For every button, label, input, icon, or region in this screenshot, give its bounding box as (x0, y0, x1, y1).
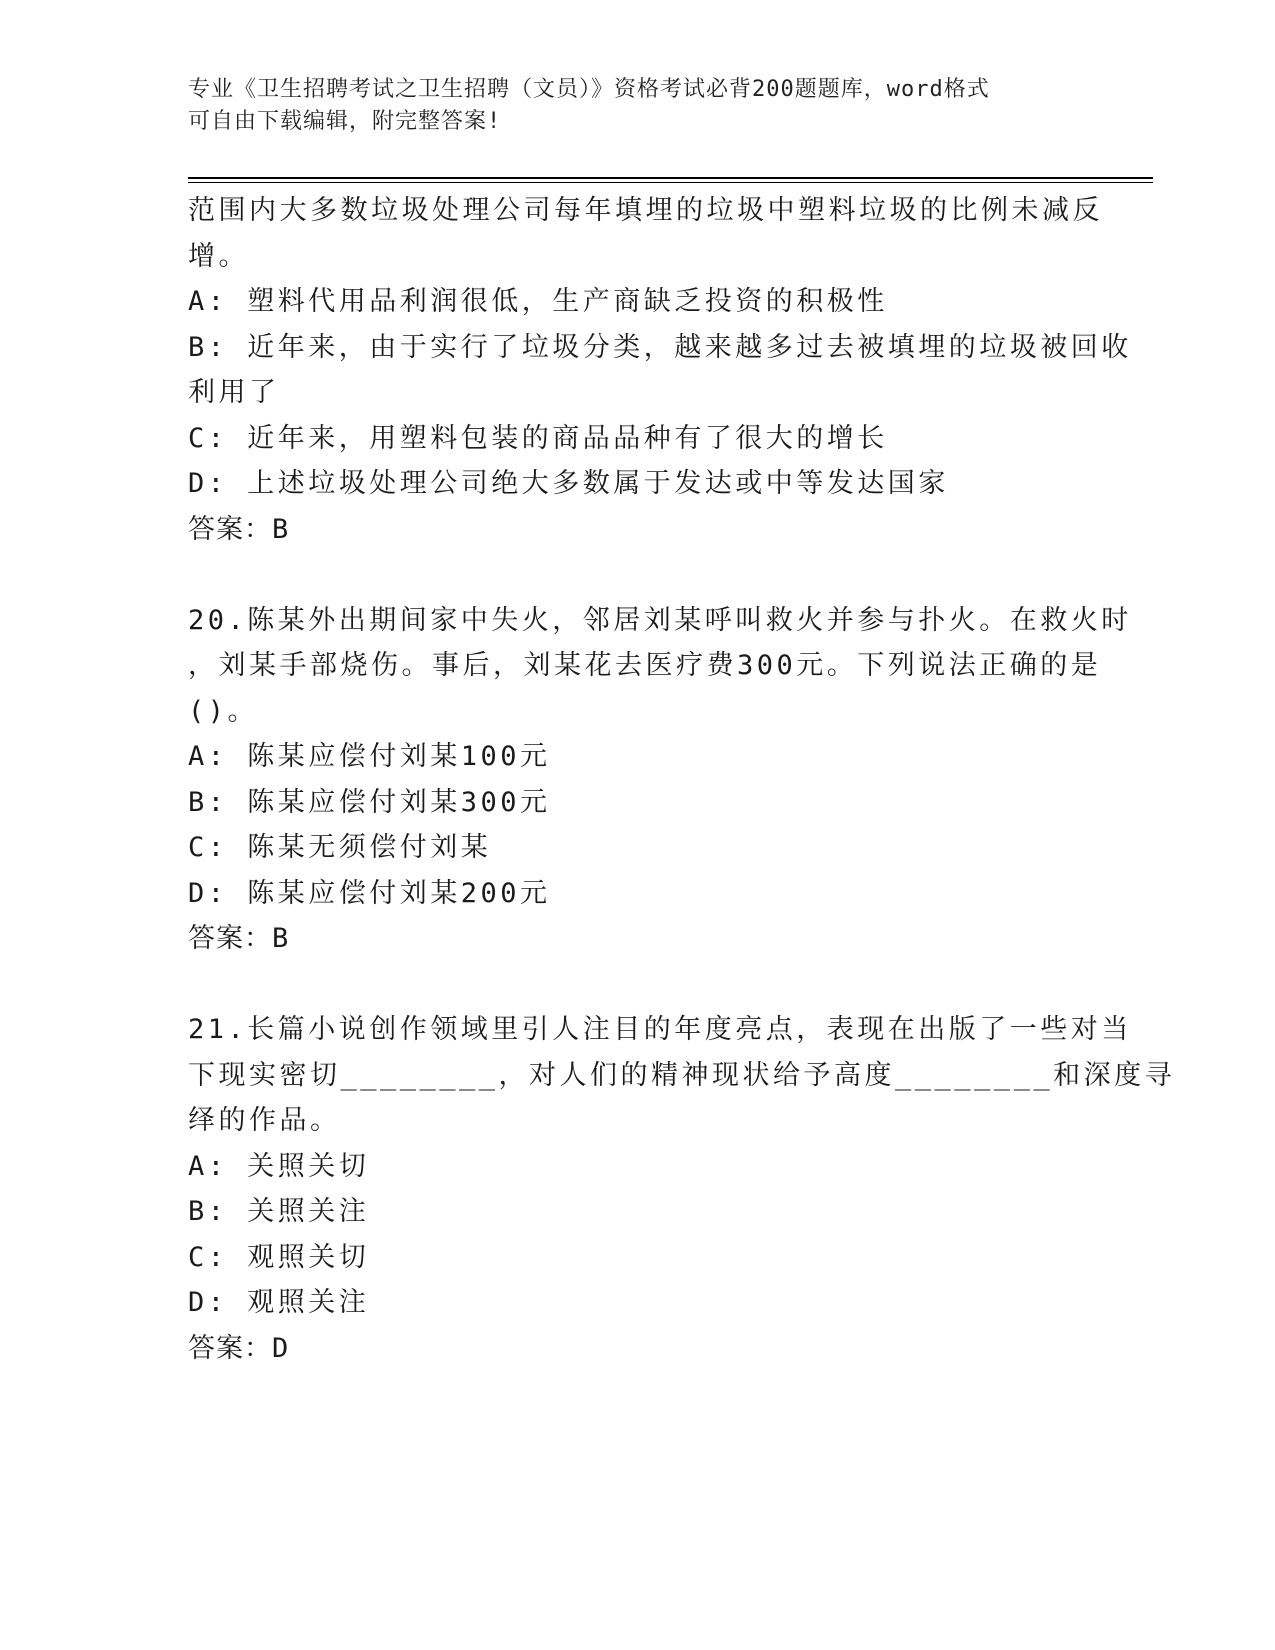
option-a: A: 陈某应偿付刘某100元 (188, 741, 551, 772)
answer-label: 答案：B (188, 513, 290, 545)
answer-label: 答案：B (188, 923, 290, 954)
option-c: C: 陈某无须偿付刘某 (188, 832, 492, 863)
option-a: A: 关照关切 (188, 1150, 370, 1182)
answer-label: 答案：D (188, 1332, 290, 1364)
question-21 (188, 1007, 1176, 1371)
header-divider-thick (188, 177, 1153, 179)
question-stem-line: 21.长篇小说创作领域里引人注目的年度亮点，表现在出版了一些对当 (188, 1014, 1132, 1045)
question-stem-line: ，刘某手部烧伤。事后，刘某花去医疗费300元。下列说法正确的是 (188, 650, 1102, 681)
question-stem-line: 范围内大多数垃圾处理公司每年填埋的垃圾中塑料垃圾的比例未减反 (188, 195, 1103, 226)
question-stem-line: 增。 (188, 240, 249, 272)
question-stem-line: 绎的作品。 (188, 1105, 341, 1136)
option-d: D: 观照关注 (188, 1287, 370, 1318)
header-divider-thin (188, 182, 1153, 183)
option-d: D: 上述垃圾处理公司绝大多数属于发达或中等发达国家 (188, 468, 949, 499)
question-19 (188, 188, 1132, 552)
option-c: C: 近年来，用塑料包装的商品品种有了很大的增长 (188, 422, 888, 454)
question-content (188, 188, 1176, 1371)
option-c: C: 观照关切 (188, 1241, 370, 1273)
header-line-1: 专业《卫生招聘考试之卫生招聘（文员）》资格考试必背200题题库，word格式 (188, 77, 990, 102)
question-stem-line: ()。 (188, 695, 259, 727)
option-b-continued: 利用了 (188, 377, 280, 408)
question-spacer (188, 962, 1088, 1008)
option-b: B: 陈某应偿付刘某300元 (188, 786, 551, 818)
question-spacer (188, 552, 1088, 598)
question-stem-line: 20.陈某外出期间家中失火，邻居刘某呼叫救火并参与扑火。在救火时 (188, 604, 1132, 636)
option-b: B: 近年来，由于实行了垃圾分类，越来越多过去被填埋的垃圾被回收 (188, 331, 1132, 363)
header-line-2: 可自由下载编辑，附完整答案! (188, 109, 502, 134)
document-header (188, 74, 1088, 138)
option-d: D: 陈某应偿付刘某200元 (188, 877, 551, 909)
question-20 (188, 598, 1132, 962)
option-a: A: 塑料代用品利润很低，生产商缺乏投资的积极性 (188, 286, 888, 317)
option-b: B: 关照关注 (188, 1196, 370, 1227)
question-stem-line: 下现实密切________，对人们的精神现状给予高度________和深度寻 (188, 1059, 1176, 1091)
